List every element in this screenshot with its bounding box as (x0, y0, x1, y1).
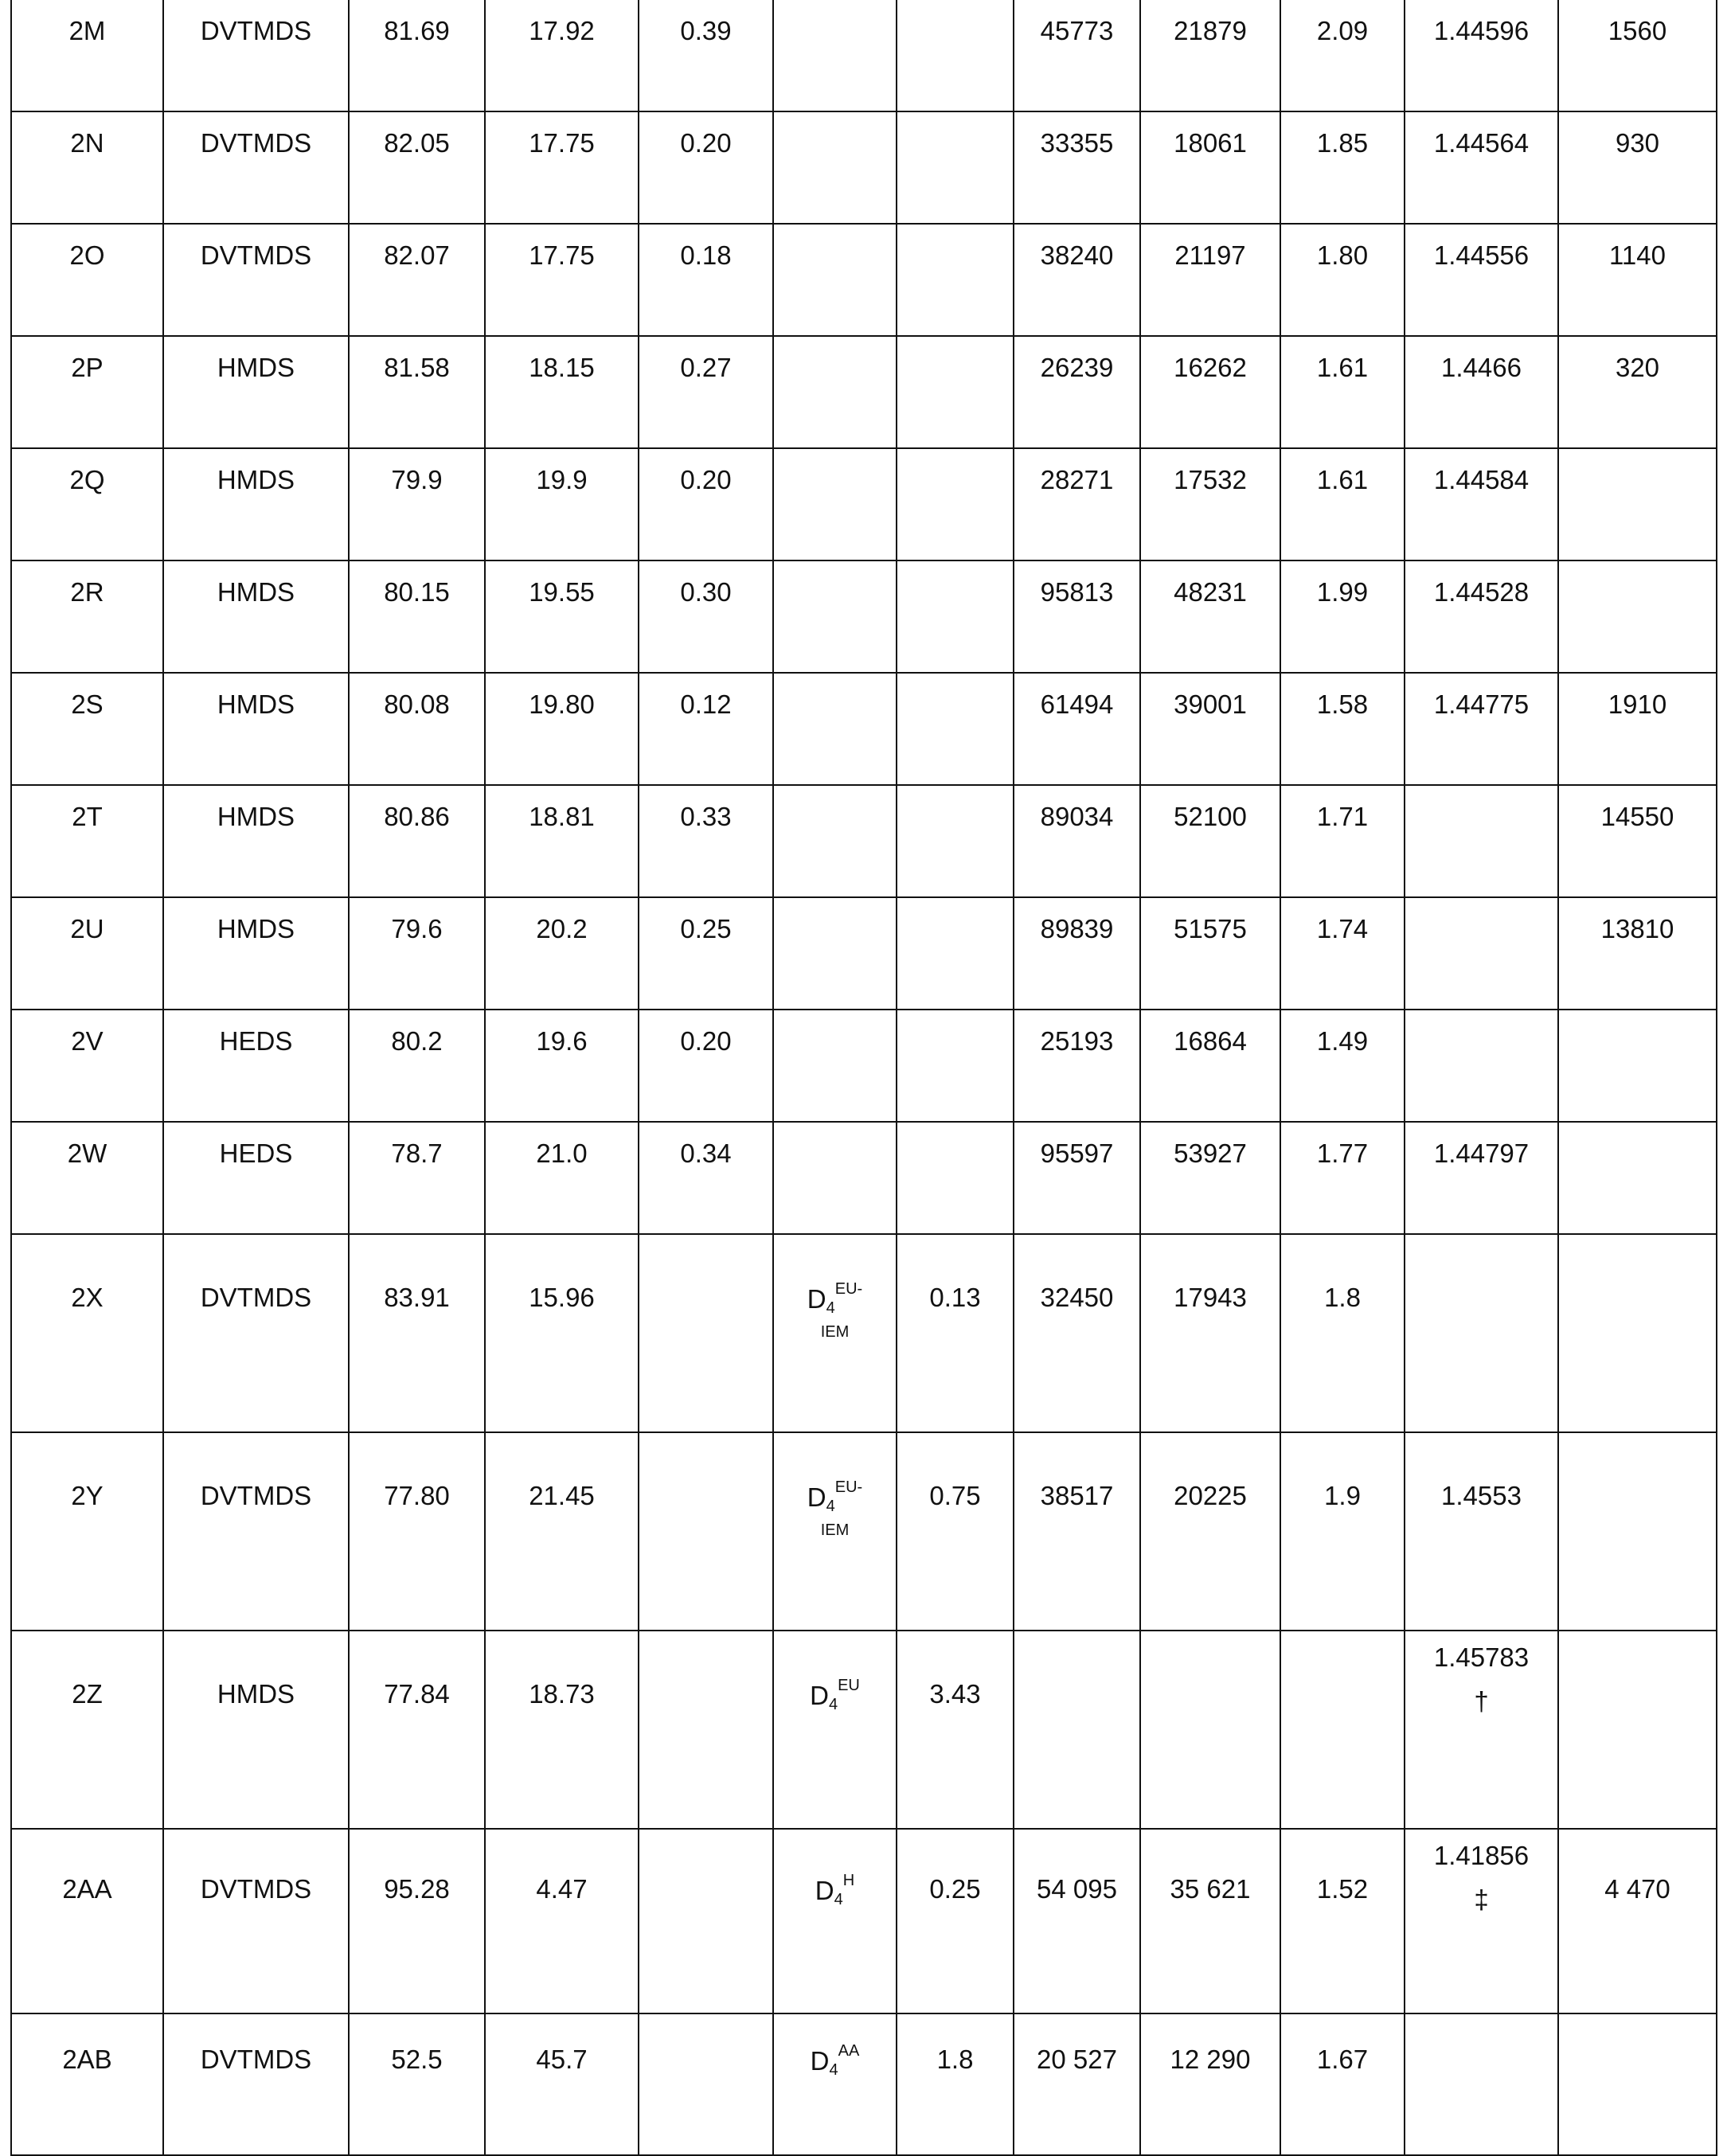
cell-additive (773, 1432, 897, 1631)
cell-col-4: 17.75 (485, 111, 639, 224)
cell-sample-id: 2V (11, 1010, 163, 1122)
cell-mn: 48231 (1140, 560, 1280, 673)
cell-pdi: 1.71 (1280, 785, 1405, 897)
cell-mw: 45773 (1014, 0, 1140, 111)
cell-additive (773, 1010, 897, 1122)
formula-base: D (807, 1284, 826, 1314)
cell-refractive-index (1405, 1010, 1558, 1122)
cell-col-5 (639, 1631, 773, 1829)
cell-sample-id: 2N (11, 111, 163, 224)
cell-col-4: 17.92 (485, 0, 639, 111)
cell-pdi: 1.85 (1280, 111, 1405, 224)
cell-mw: 89839 (1014, 897, 1140, 1010)
cell-additive (773, 0, 897, 111)
formula-sup: AA (838, 2042, 860, 2060)
cell-additive-amount (897, 673, 1014, 785)
cell-col-12 (1558, 1234, 1717, 1432)
cell-pdi: 1.74 (1280, 897, 1405, 1010)
additive-formula (815, 1873, 854, 1908)
cell-capping-agent: DVTMDS (163, 0, 349, 111)
cell-mn: 21879 (1140, 0, 1280, 111)
cell-col-3: 81.58 (349, 336, 485, 448)
cell-capping-agent: HMDS (163, 560, 349, 673)
formula-sup: EU (838, 1677, 860, 1694)
cell-additive (773, 897, 897, 1010)
cell-col-4: 15.96 (485, 1234, 639, 1432)
formula-base: D (810, 1681, 829, 1710)
cell-pdi: 1.8 (1280, 1234, 1405, 1432)
cell-col-3: 80.86 (349, 785, 485, 897)
cell-sample-id: 2P (11, 336, 163, 448)
cell-col-12: 4 470 (1558, 1829, 1717, 2013)
cell-col-12: 1140 (1558, 224, 1717, 336)
cell-col-3: 79.6 (349, 897, 485, 1010)
cell-refractive-index: 1.44797 (1405, 1122, 1558, 1234)
additive-formula (807, 1479, 862, 1538)
formula-base: D (807, 1482, 826, 1512)
cell-col-3: 80.08 (349, 673, 485, 785)
table-row (11, 1631, 1717, 1829)
cell-sample-id: 2U (11, 897, 163, 1010)
cell-col-5: 0.34 (639, 1122, 773, 1234)
cell-additive-amount (897, 0, 1014, 111)
cell-col-3: 79.9 (349, 448, 485, 560)
cell-pdi: 1.77 (1280, 1122, 1405, 1234)
cell-additive-amount: 0.75 (897, 1432, 1014, 1631)
cell-col-12 (1558, 1432, 1717, 1631)
cell-capping-agent: HMDS (163, 673, 349, 785)
cell-additive-amount (897, 1010, 1014, 1122)
cell-col-12: 13810 (1558, 897, 1717, 1010)
cell-mw: 38517 (1014, 1432, 1140, 1631)
cell-col-3: 78.7 (349, 1122, 485, 1234)
cell-col-3: 52.5 (349, 2013, 485, 2155)
cell-capping-agent: HMDS (163, 336, 349, 448)
cell-capping-agent: DVTMDS (163, 2013, 349, 2155)
table-row (11, 0, 1717, 111)
cell-mw (1014, 1631, 1140, 1829)
cell-refractive-index: 1.4553 (1405, 1432, 1558, 1631)
cell-mw: 89034 (1014, 785, 1140, 897)
cell-mn: 12 290 (1140, 2013, 1280, 2155)
cell-additive-amount (897, 336, 1014, 448)
cell-col-12: 320 (1558, 336, 1717, 448)
formula-continuation: IEM (807, 1522, 862, 1538)
cell-col-4: 19.80 (485, 673, 639, 785)
cell-mw: 25193 (1014, 1010, 1140, 1122)
cell-additive-amount: 0.13 (897, 1234, 1014, 1432)
cell-pdi: 1.52 (1280, 1829, 1405, 2013)
cell-pdi: 1.9 (1280, 1432, 1405, 1631)
table-row (11, 1010, 1717, 1122)
cell-additive-amount: 3.43 (897, 1631, 1014, 1829)
cell-additive (773, 785, 897, 897)
table-row (11, 673, 1717, 785)
cell-col-5 (639, 1829, 773, 2013)
formula-sup: EU- (835, 1478, 862, 1496)
cell-mw: 33355 (1014, 111, 1140, 224)
cell-pdi (1280, 1631, 1405, 1829)
cell-mn: 52100 (1140, 785, 1280, 897)
cell-additive (773, 448, 897, 560)
cell-col-12 (1558, 2013, 1717, 2155)
cell-col-3: 81.69 (349, 0, 485, 111)
cell-additive (773, 224, 897, 336)
cell-col-12 (1558, 448, 1717, 560)
formula-sup: H (843, 1872, 854, 1889)
cell-col-5 (639, 1234, 773, 1432)
table-body (11, 0, 1717, 2155)
cell-sample-id: 2W (11, 1122, 163, 1234)
table-row (11, 785, 1717, 897)
cell-col-5 (639, 1432, 773, 1631)
cell-sample-id: 2Y (11, 1432, 163, 1631)
cell-pdi: 1.99 (1280, 560, 1405, 673)
cell-pdi: 1.58 (1280, 673, 1405, 785)
cell-value: 1.41856 (1434, 1841, 1529, 1870)
cell-mn: 35 621 (1140, 1829, 1280, 2013)
formula-base: D (815, 1876, 834, 1905)
cell-col-4: 4.47 (485, 1829, 639, 2013)
cell-mw: 32450 (1014, 1234, 1140, 1432)
cell-col-3: 80.2 (349, 1010, 485, 1122)
cell-capping-agent: HMDS (163, 897, 349, 1010)
cell-mn: 39001 (1140, 673, 1280, 785)
cell-col-5: 0.20 (639, 1010, 773, 1122)
cell-capping-agent: HEDS (163, 1010, 349, 1122)
cell-col-4: 19.55 (485, 560, 639, 673)
cell-additive (773, 2013, 897, 2155)
cell-sample-id: 2R (11, 560, 163, 673)
cell-additive (773, 673, 897, 785)
table-row (11, 224, 1717, 336)
cell-pdi: 1.49 (1280, 1010, 1405, 1122)
cell-col-3: 95.28 (349, 1829, 485, 2013)
cell-additive-amount (897, 111, 1014, 224)
cell-refractive-index (1405, 785, 1558, 897)
cell-additive-amount (897, 448, 1014, 560)
cell-refractive-index (1405, 1631, 1558, 1829)
cell-col-5: 0.39 (639, 0, 773, 111)
cell-additive-amount (897, 1122, 1014, 1234)
cell-pdi: 1.61 (1280, 336, 1405, 448)
cell-sample-id: 2AA (11, 1829, 163, 2013)
cell-capping-agent: DVTMDS (163, 1829, 349, 2013)
table-row (11, 560, 1717, 673)
cell-sample-id: 2Z (11, 1631, 163, 1829)
cell-additive-amount: 0.25 (897, 1829, 1014, 2013)
cell-additive-amount (897, 560, 1014, 673)
cell-additive-amount (897, 224, 1014, 336)
additive-formula (810, 1678, 860, 1713)
cell-sample-id: 2Q (11, 448, 163, 560)
cell-sample-id: 2O (11, 224, 163, 336)
data-table (10, 0, 1717, 2156)
cell-col-12: 1910 (1558, 673, 1717, 785)
cell-col-5 (639, 2013, 773, 2155)
cell-col-5: 0.27 (639, 336, 773, 448)
table-row (11, 336, 1717, 448)
additive-formula (811, 2043, 860, 2078)
cell-additive-amount: 1.8 (897, 2013, 1014, 2155)
cell-col-3: 77.80 (349, 1432, 485, 1631)
cell-additive (773, 111, 897, 224)
cell-sample-id: 2T (11, 785, 163, 897)
cell-col-4: 18.81 (485, 785, 639, 897)
cell-refractive-index: 1.44775 (1405, 673, 1558, 785)
footnote-mark: ‡ (1409, 1883, 1554, 1916)
table-row (11, 897, 1717, 1010)
cell-sample-id: 2AB (11, 2013, 163, 2155)
cell-col-4: 19.9 (485, 448, 639, 560)
cell-col-12 (1558, 560, 1717, 673)
table-row (11, 1829, 1717, 2013)
cell-mn: 17532 (1140, 448, 1280, 560)
cell-additive (773, 1829, 897, 2013)
cell-additive (773, 1234, 897, 1432)
cell-capping-agent: HMDS (163, 448, 349, 560)
cell-col-12 (1558, 1631, 1717, 1829)
cell-col-4: 19.6 (485, 1010, 639, 1122)
cell-value: 1.45783 (1434, 1642, 1529, 1672)
cell-col-4: 18.73 (485, 1631, 639, 1829)
cell-sample-id: 2X (11, 1234, 163, 1432)
cell-capping-agent: DVTMDS (163, 111, 349, 224)
cell-mw: 54 095 (1014, 1829, 1140, 2013)
cell-sample-id: 2S (11, 673, 163, 785)
cell-col-4: 45.7 (485, 2013, 639, 2155)
formula-sub: 4 (826, 1498, 835, 1515)
cell-mn: 20225 (1140, 1432, 1280, 1631)
cell-col-4: 18.15 (485, 336, 639, 448)
formula-sub: 4 (829, 1696, 838, 1713)
formula-continuation: IEM (807, 1324, 862, 1340)
additive-formula (807, 1281, 862, 1340)
cell-additive (773, 1631, 897, 1829)
cell-col-5: 0.25 (639, 897, 773, 1010)
cell-additive (773, 560, 897, 673)
cell-col-12: 930 (1558, 111, 1717, 224)
cell-col-3: 83.91 (349, 1234, 485, 1432)
cell-mw: 20 527 (1014, 2013, 1140, 2155)
cell-refractive-index: 1.44556 (1405, 224, 1558, 336)
cell-col-12 (1558, 1122, 1717, 1234)
cell-mn: 17943 (1140, 1234, 1280, 1432)
cell-refractive-index (1405, 1234, 1558, 1432)
cell-pdi: 1.80 (1280, 224, 1405, 336)
cell-col-3: 82.07 (349, 224, 485, 336)
table-row (11, 111, 1717, 224)
cell-refractive-index: 1.44584 (1405, 448, 1558, 560)
cell-mw: 26239 (1014, 336, 1140, 448)
table-row (11, 1234, 1717, 1432)
cell-col-12 (1558, 1010, 1717, 1122)
cell-capping-agent: HEDS (163, 1122, 349, 1234)
table-row (11, 2013, 1717, 2155)
cell-col-4: 21.45 (485, 1432, 639, 1631)
formula-sub: 4 (826, 1299, 835, 1317)
cell-refractive-index: 1.44596 (1405, 0, 1558, 111)
cell-pdi: 1.61 (1280, 448, 1405, 560)
formula-sub: 4 (834, 1891, 843, 1908)
cell-mn: 16262 (1140, 336, 1280, 448)
cell-pdi: 1.67 (1280, 2013, 1405, 2155)
cell-refractive-index (1405, 897, 1558, 1010)
cell-mn (1140, 1631, 1280, 1829)
cell-col-12: 14550 (1558, 785, 1717, 897)
cell-col-4: 17.75 (485, 224, 639, 336)
formula-base: D (811, 2046, 830, 2076)
cell-capping-agent: DVTMDS (163, 1432, 349, 1631)
cell-col-12: 1560 (1558, 0, 1717, 111)
table-row (11, 448, 1717, 560)
cell-capping-agent: DVTMDS (163, 1234, 349, 1432)
cell-mw: 38240 (1014, 224, 1140, 336)
cell-mn: 51575 (1140, 897, 1280, 1010)
cell-refractive-index: 1.44564 (1405, 111, 1558, 224)
cell-col-4: 20.2 (485, 897, 639, 1010)
cell-col-5: 0.20 (639, 448, 773, 560)
cell-col-3: 80.15 (349, 560, 485, 673)
cell-capping-agent: DVTMDS (163, 224, 349, 336)
cell-sample-id: 2M (11, 0, 163, 111)
cell-col-3: 77.84 (349, 1631, 485, 1829)
cell-mn: 18061 (1140, 111, 1280, 224)
table-row (11, 1432, 1717, 1631)
cell-col-5: 0.18 (639, 224, 773, 336)
cell-mw: 95597 (1014, 1122, 1140, 1234)
cell-col-5: 0.20 (639, 111, 773, 224)
cell-mn: 53927 (1140, 1122, 1280, 1234)
cell-additive-amount (897, 785, 1014, 897)
cell-refractive-index: 1.44528 (1405, 560, 1558, 673)
cell-mn: 16864 (1140, 1010, 1280, 1122)
cell-additive (773, 336, 897, 448)
cell-mw: 61494 (1014, 673, 1140, 785)
cell-col-5: 0.33 (639, 785, 773, 897)
cell-pdi: 2.09 (1280, 0, 1405, 111)
cell-capping-agent: HMDS (163, 785, 349, 897)
cell-mw: 28271 (1014, 448, 1140, 560)
cell-refractive-index: 1.4466 (1405, 336, 1558, 448)
cell-col-5: 0.30 (639, 560, 773, 673)
cell-additive-amount (897, 897, 1014, 1010)
cell-refractive-index (1405, 2013, 1558, 2155)
cell-mw: 95813 (1014, 560, 1140, 673)
footnote-mark: † (1409, 1685, 1554, 1717)
cell-refractive-index (1405, 1829, 1558, 2013)
cell-capping-agent: HMDS (163, 1631, 349, 1829)
formula-sup: EU- (835, 1280, 862, 1298)
cell-additive (773, 1122, 897, 1234)
cell-mn: 21197 (1140, 224, 1280, 336)
cell-col-5: 0.12 (639, 673, 773, 785)
cell-col-4: 21.0 (485, 1122, 639, 1234)
cell-col-3: 82.05 (349, 111, 485, 224)
formula-sub: 4 (830, 2061, 838, 2079)
table-row (11, 1122, 1717, 1234)
